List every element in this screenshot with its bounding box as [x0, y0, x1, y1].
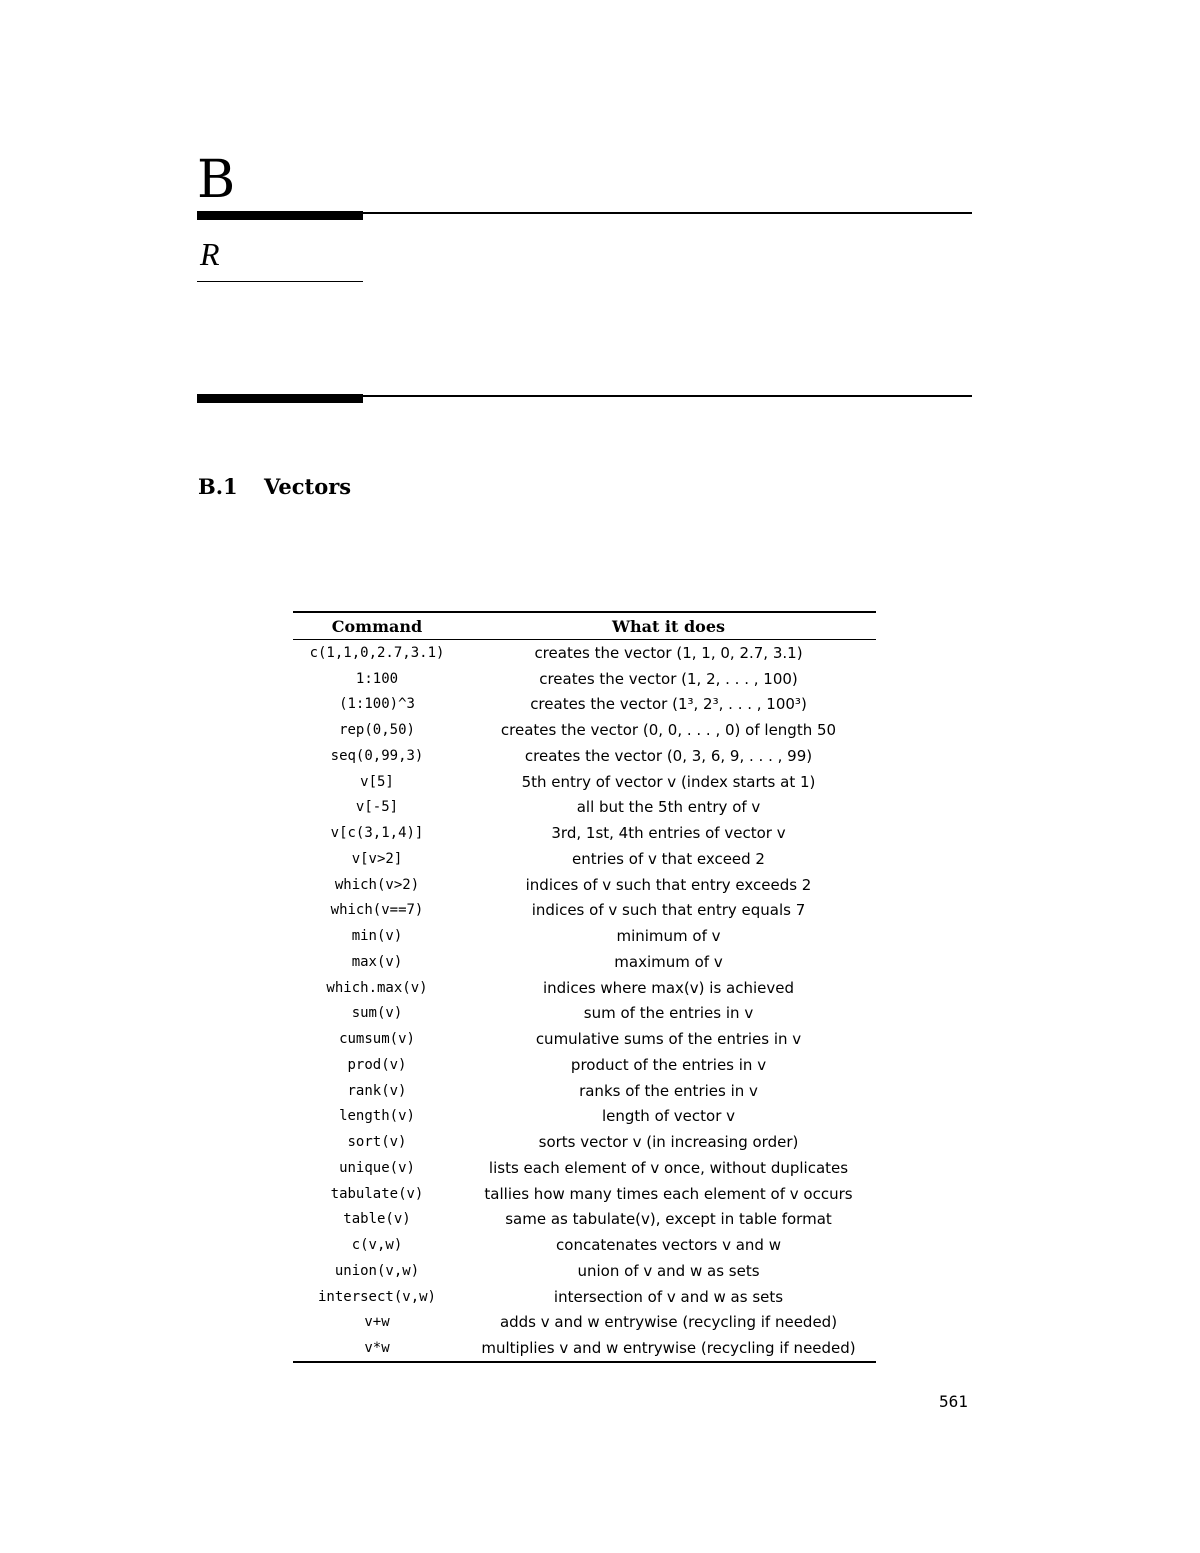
chapter-title: R: [200, 236, 220, 272]
command-cell: max(v): [351, 953, 403, 970]
table-row: [293, 1181, 876, 1207]
table-row: [293, 769, 876, 795]
chapter-rule-thin-bottom: [363, 395, 972, 397]
command-cell: sort(v): [347, 1134, 407, 1151]
command-cell: rep(0,50): [339, 722, 415, 739]
section-number: B.1: [198, 474, 238, 499]
command-cell: v[v>2]: [351, 850, 403, 867]
table-row: [293, 640, 876, 666]
description-cell: length of vector v: [601, 1107, 736, 1126]
table-row: [293, 1026, 876, 1052]
description-cell: same as tabulate(v), except in table format: [505, 1210, 832, 1229]
description-cell: creates the vector (1, 1, 0, 2.7, 3.1): [534, 643, 803, 662]
table-row: [293, 1335, 876, 1362]
table-row: [293, 743, 876, 769]
chapter-title-underline: [197, 281, 363, 282]
command-cell: v[-5]: [355, 799, 399, 816]
table-row: [293, 872, 876, 898]
table-row: [293, 975, 876, 1001]
description-cell: cumulative sums of the entries in v: [535, 1030, 802, 1049]
description-cell: maximum of v: [614, 952, 723, 971]
chapter-rule-thick-bottom: [197, 394, 363, 403]
table-row: [293, 1078, 876, 1104]
command-cell: cumsum(v): [339, 1031, 415, 1048]
description-cell: union of v and w as sets: [577, 1261, 760, 1280]
table-row: [293, 666, 876, 692]
description-cell: adds v and w entrywise (recycling if needed): [499, 1313, 838, 1332]
command-cell: length(v): [339, 1108, 415, 1125]
table-row: [293, 1310, 876, 1336]
command-cell: c(v,w): [351, 1237, 403, 1254]
table-row: [293, 795, 876, 821]
command-cell: unique(v): [339, 1159, 415, 1176]
table-row: [293, 1232, 876, 1258]
command-cell: intersect(v,w): [317, 1288, 436, 1305]
command-cell: rank(v): [347, 1082, 407, 1099]
description-cell: multiplies v and w entrywise (recycling if needed): [461, 1335, 876, 1362]
command-cell: c(1,1,0,2.7,3.1): [309, 644, 445, 661]
chapter-letter: B: [197, 150, 236, 210]
description-cell: creates the vector (0, 3, 6, 9, . . . , 99): [524, 746, 813, 765]
table-row: [293, 820, 876, 846]
page-number: 561: [939, 1392, 968, 1411]
table-row: [293, 1284, 876, 1310]
command-cell: 1:100: [355, 670, 399, 687]
command-cell: (1:100)^3: [339, 696, 415, 713]
description-cell: creates the vector (1, 2, . . . , 100): [539, 669, 798, 688]
command-cell: v*w: [293, 1335, 461, 1362]
command-cell: v+w: [364, 1314, 390, 1331]
chapter-rule-thin-top: [363, 212, 972, 214]
column-header-description: What it does: [461, 612, 876, 640]
description-cell: indices of v such that entry equals 7: [531, 901, 806, 920]
description-cell: 5th entry of vector v (index starts at 1): [521, 772, 816, 791]
description-cell: creates the vector (1³, 2³, . . . , 100³): [530, 695, 807, 714]
table-row: [293, 717, 876, 743]
command-cell: which.max(v): [326, 979, 428, 996]
description-cell: all but the 5th entry of v: [576, 798, 761, 817]
command-cell: v[c(3,1,4)]: [330, 825, 424, 842]
description-cell: 3rd, 1st, 4th entries of vector v: [551, 824, 786, 843]
section-title: Vectors: [264, 474, 352, 499]
description-cell: sorts vector v (in increasing order): [538, 1133, 799, 1152]
description-cell: intersection of v and w as sets: [553, 1287, 784, 1306]
table-row: [293, 1001, 876, 1027]
table-row: [293, 898, 876, 924]
command-cell: which(v==7): [330, 902, 424, 919]
description-cell: entries of v that exceed 2: [572, 849, 765, 868]
description-cell: minimum of v: [616, 927, 721, 946]
command-cell: which(v>2): [334, 876, 420, 893]
command-cell: union(v,w): [334, 1262, 420, 1279]
section-heading: [198, 472, 351, 502]
description-cell: ranks of the entries in v: [579, 1081, 758, 1100]
commands-table: [293, 611, 876, 1363]
description-cell: indices where max(v) is achieved: [542, 978, 794, 997]
command-cell: prod(v): [347, 1056, 407, 1073]
table-row: [293, 846, 876, 872]
table-row: [293, 1207, 876, 1233]
description-cell: concatenates vectors v and w: [556, 1236, 781, 1255]
table-row: [293, 692, 876, 718]
description-cell: indices of v such that entry exceeds 2: [525, 875, 812, 894]
description-cell: tallies how many times each element of v occurs: [484, 1184, 853, 1203]
column-header-command: Command: [293, 612, 461, 640]
command-cell: seq(0,99,3): [330, 747, 424, 764]
table-row: [293, 1129, 876, 1155]
description-cell: product of the entries in v: [570, 1055, 767, 1074]
table-row: [293, 949, 876, 975]
description-cell: creates the vector (0, 0, . . . , 0) of length 50: [500, 721, 837, 740]
table-row: [293, 923, 876, 949]
command-cell: v[5]: [360, 773, 394, 790]
command-cell: tabulate(v): [330, 1185, 424, 1202]
table-row: [293, 1104, 876, 1130]
command-cell: min(v): [351, 928, 403, 945]
table-row: [293, 1155, 876, 1181]
table-row: [293, 1258, 876, 1284]
chapter-rule-thick-top: [197, 211, 363, 220]
command-cell: sum(v): [351, 1005, 403, 1022]
table-row: [293, 1052, 876, 1078]
description-cell: sum of the entries in v: [583, 1004, 754, 1023]
description-cell: lists each element of v once, without duplicates: [488, 1158, 849, 1177]
table-body: [293, 640, 876, 1363]
table-header-row: [293, 612, 876, 640]
command-cell: table(v): [343, 1211, 411, 1228]
